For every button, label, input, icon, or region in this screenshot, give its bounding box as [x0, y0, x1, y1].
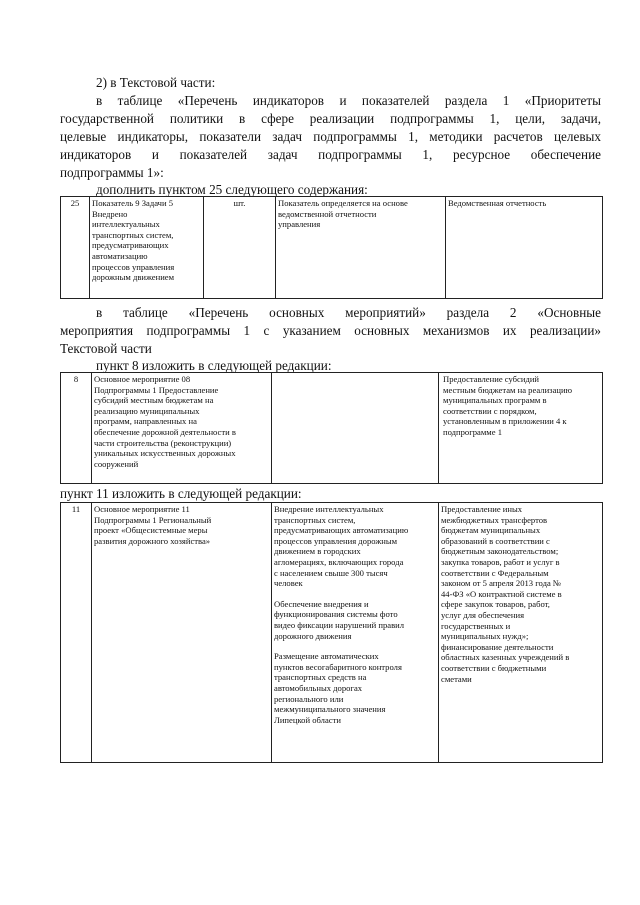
paragraph-line: индикаторов и показателей задач подпрограммы 1, ресурсное обеспечение — [60, 147, 601, 162]
cell-method: Показатель определяется на основе ведомственной отчетности управления — [276, 197, 446, 299]
paragraph-line: государственной политики в сфере реализации подпрограммы 1, цели, задачи, — [60, 111, 601, 126]
paragraph-line: в таблице «Перечень индикаторов и показателей раздела 1 «Приоритеты — [96, 93, 601, 108]
table-row — [61, 373, 603, 484]
paragraph-line: целевые индикаторы, показатели задач подпрограммы 1, методики расчетов целевых — [60, 129, 601, 144]
table-row — [61, 503, 603, 763]
paragraph-line: в таблице «Перечень основных мероприятий» раздела 2 «Основные — [96, 305, 601, 320]
table-row — [61, 197, 603, 299]
table-indicator-25 — [60, 196, 603, 299]
paragraph-table1-intro — [60, 92, 601, 182]
content-paragraph: Размещение автоматических пунктов весогабаритного контроля транспортных средств на автомобильных дорогах регионального или межмуниципального значения Липецкой области — [274, 651, 402, 725]
cell-mechanism: Предоставление иных межбюджетных трансфертов бюджетам муниципальных образований в соответствии с бюджетным законодательством; закупка товаров, работ и услуг в соответствии с Федеральным законом от 5 апреля 2013 года № 44-ФЗ «О контрактной системе в сфере закупок товаров, работ, услуг для обеспечения государственных и муниципальных нужд»; финансирование деятельности областных казенных учреждений в соответствии с бюджетными сметами — [439, 503, 603, 763]
content-paragraph: Обеспечение внедрения и функционирования системы фото видео фиксации нарушений правил дорожного движения — [274, 598, 405, 641]
cell-mechanism: Предоставление субсидий местным бюджетам на реализацию муниципальных программ в соответствии с порядком, установленным в приложении 4 к подпрограмме 1 — [439, 373, 603, 484]
item-8-heading: пункт 8 изложить в следующей редакции: — [96, 358, 332, 373]
cell-measure-name: Основное мероприятие 11 Подпрограммы 1 Региональный проект «Общесистемные меры развития дорожного хозяйства» — [92, 503, 272, 763]
content-paragraph: Внедрение интеллектуальных транспортных систем, предусматривающих автоматизацию процессов управления дорожным движением в городских агломерациях, включающих города с населением свыше 300 тысяч человек — [274, 504, 409, 589]
item-11-heading: пункт 11 изложить в следующей редакции: — [60, 486, 302, 501]
section-heading: 2) в Текстовой части: — [96, 75, 216, 90]
cell-source: Ведомственная отчетность — [446, 197, 603, 299]
add-item-25-heading: дополнить пунктом 25 следующего содержания: — [96, 182, 368, 197]
cell-measure-content — [272, 503, 439, 763]
table-measure-11 — [60, 502, 603, 763]
cell-measure-content — [272, 373, 439, 484]
cell-number: 25 — [61, 197, 90, 299]
paragraph-table2-intro — [60, 304, 601, 358]
paragraph-line: подпрограммы 1»: — [60, 165, 164, 180]
paragraph-line: мероприятия подпрограммы 1 с указанием основных механизмов их реализации» — [60, 323, 601, 338]
paragraph-line: Текстовой части — [60, 341, 152, 356]
cell-measure-name: Основное мероприятие 08 Подпрограммы 1 Предоставление субсидий местным бюджетам на реализацию муниципальных программ, направленных на обеспечение дорожной деятельности в части строительства (реконструкции) уникальных искусственных дорожных сооружений — [92, 373, 272, 484]
cell-unit: шт. — [204, 197, 276, 299]
cell-indicator-name: Показатель 9 Задачи 5 Внедрено интеллектуальных транспортных систем, предусматривающих автоматизацию процессов управления дорожным движением — [90, 197, 204, 299]
cell-number: 8 — [61, 373, 92, 484]
cell-number: 11 — [61, 503, 92, 763]
table-measure-8 — [60, 372, 603, 484]
